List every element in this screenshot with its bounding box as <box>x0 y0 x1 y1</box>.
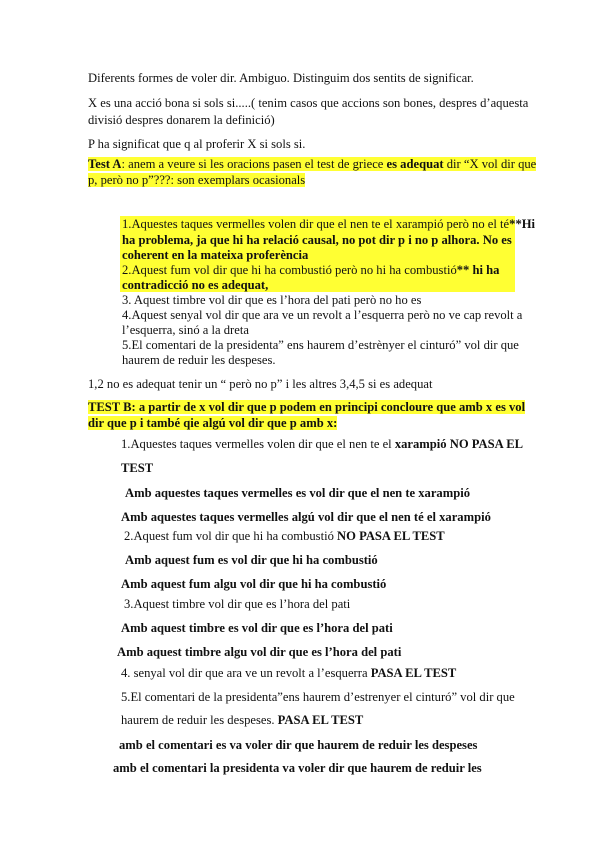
b-example-3-sentence-1: Amb aquest timbre es vol dir que es l’hora del pati <box>121 621 393 635</box>
list-item-5-line-1: 5.El comentari de la presidenta” ens haurem d’estrènyer el cinturó” vol dir que <box>122 338 519 352</box>
b-example-1-line-1 <box>121 437 523 452</box>
b-example-5-text: haurem de reduir les despeses. <box>121 713 278 727</box>
list-item-1-line-3: coherent en la mateixa proferència <box>122 248 309 262</box>
list-item-5-line-2: haurem de reduir les despeses. <box>122 353 276 367</box>
test-b-line-1 <box>88 400 525 415</box>
b-example-3-line: 3.Aquest timbre vol dir que es l’hora del pati <box>124 597 351 611</box>
b-example-2-line <box>124 529 445 544</box>
test-b-text-1: TEST B: a partir de x vol dir que p podem en principi concloure que amb x es vol <box>88 400 526 414</box>
list-item-1-line-1 <box>122 217 535 232</box>
b-example-2-verdict: NO PASA EL TEST <box>337 529 445 543</box>
definition-line-2: divisió despres donarem la definició) <box>88 113 275 127</box>
list-item-2-line-1 <box>122 263 499 278</box>
test-a-adequate: es adequat <box>386 157 444 171</box>
test-a-question: p, però no p”??? <box>88 173 171 187</box>
b-example-5-line-1: 5.El comentari de la presidenta”ens haurem d’estrenyer el cinturó” vol dir que <box>121 690 515 704</box>
b-example-1-verdict: xarampió NO PASA EL <box>394 437 523 451</box>
b-example-5-line-2 <box>121 713 363 728</box>
item-2-note-start: ** hi ha <box>456 263 500 277</box>
b-example-1-sentence-1: Amb aquestes taques vermelles es vol dir que el nen te xarampió <box>125 486 471 500</box>
item-1-text: 1.Aquestes taques vermelles volen dir que el nen te el xarampió però no el té <box>122 217 510 231</box>
test-b-text-2: dir que p i també qie algú vol dir que p amb x: <box>88 416 338 430</box>
b-example-3-sentence-2: Amb aquest timbre algu vol dir que es l’hora del pati <box>117 645 402 659</box>
test-b-line-2 <box>88 416 337 431</box>
meaning-line: P ha significat que q al proferir X si sols si. <box>88 137 306 151</box>
summary-line: 1,2 no es adequat tenir un “ però no p” i les altres 3,4,5 si es adequat <box>88 377 433 391</box>
list-item-4-line-2: l’esquerra, sinó a la dreta <box>122 323 249 337</box>
test-a-line-1 <box>88 157 536 172</box>
b-example-1-text: 1.Aquestes taques vermelles volen dir que el nen te el <box>121 437 395 451</box>
b-example-2-text: 2.Aquest fum vol dir que hi ha combustió <box>124 529 338 543</box>
b-example-4-verdict: PASA EL TEST <box>370 666 457 680</box>
b-example-5-verdict: PASA EL TEST <box>277 713 364 727</box>
definition-line-1: X es una acció bona si sols si.....( tenim casos que accions son bones, despres d’aquesta <box>88 96 529 110</box>
b-example-1-test: TEST <box>121 461 154 475</box>
test-a-text-1: : anem a veure si les oracions pasen el test de griece <box>121 157 387 171</box>
test-a-occasional: : son exemplars ocasionals <box>170 173 306 187</box>
test-a-line-2 <box>88 173 305 188</box>
b-example-2-sentence-1: Amb aquest fum es vol dir que hi ha combustió <box>125 553 378 567</box>
list-item-2-line-2: contradicció no es adequat, <box>122 278 269 292</box>
item-1-note-start: **Hi <box>509 217 536 231</box>
b-example-5-sentence-2: amb el comentari la presidenta va voler dir que haurem de reduir les <box>113 761 482 775</box>
b-example-4-line <box>121 666 456 681</box>
test-a-label: Test A <box>88 157 122 171</box>
b-example-4-text: 4. senyal vol dir que ara ve un revolt a l’esquerra <box>121 666 371 680</box>
b-example-2-sentence-2: Amb aquest fum algu vol dir que hi ha combustió <box>121 577 387 591</box>
b-example-1-sentence-2: Amb aquestes taques vermelles algú vol dir que el nen té el xarampió <box>121 510 491 524</box>
list-item-3: 3. Aquest timbre vol dir que es l’hora del pati però no ho es <box>122 293 422 307</box>
intro-line: Diferents formes de voler dir. Ambiguo. Distinguim dos sentits de significar. <box>88 71 474 85</box>
list-item-4-line-1: 4.Aquest senyal vol dir que ara ve un revolt a l’esquerra però no ve cap revolt a <box>122 308 523 322</box>
item-2-text: 2.Aquest fum vol dir que hi ha combustió però no hi ha combustió <box>122 263 457 277</box>
test-a-text-2: dir “X vol dir que <box>443 157 537 171</box>
b-example-5-sentence-1: amb el comentari es va voler dir que haurem de reduir les despeses <box>119 738 478 752</box>
list-item-1-line-2: ha problema, ja que hi ha relació causal, no pot dir p i no p alhora. No es <box>122 233 512 247</box>
